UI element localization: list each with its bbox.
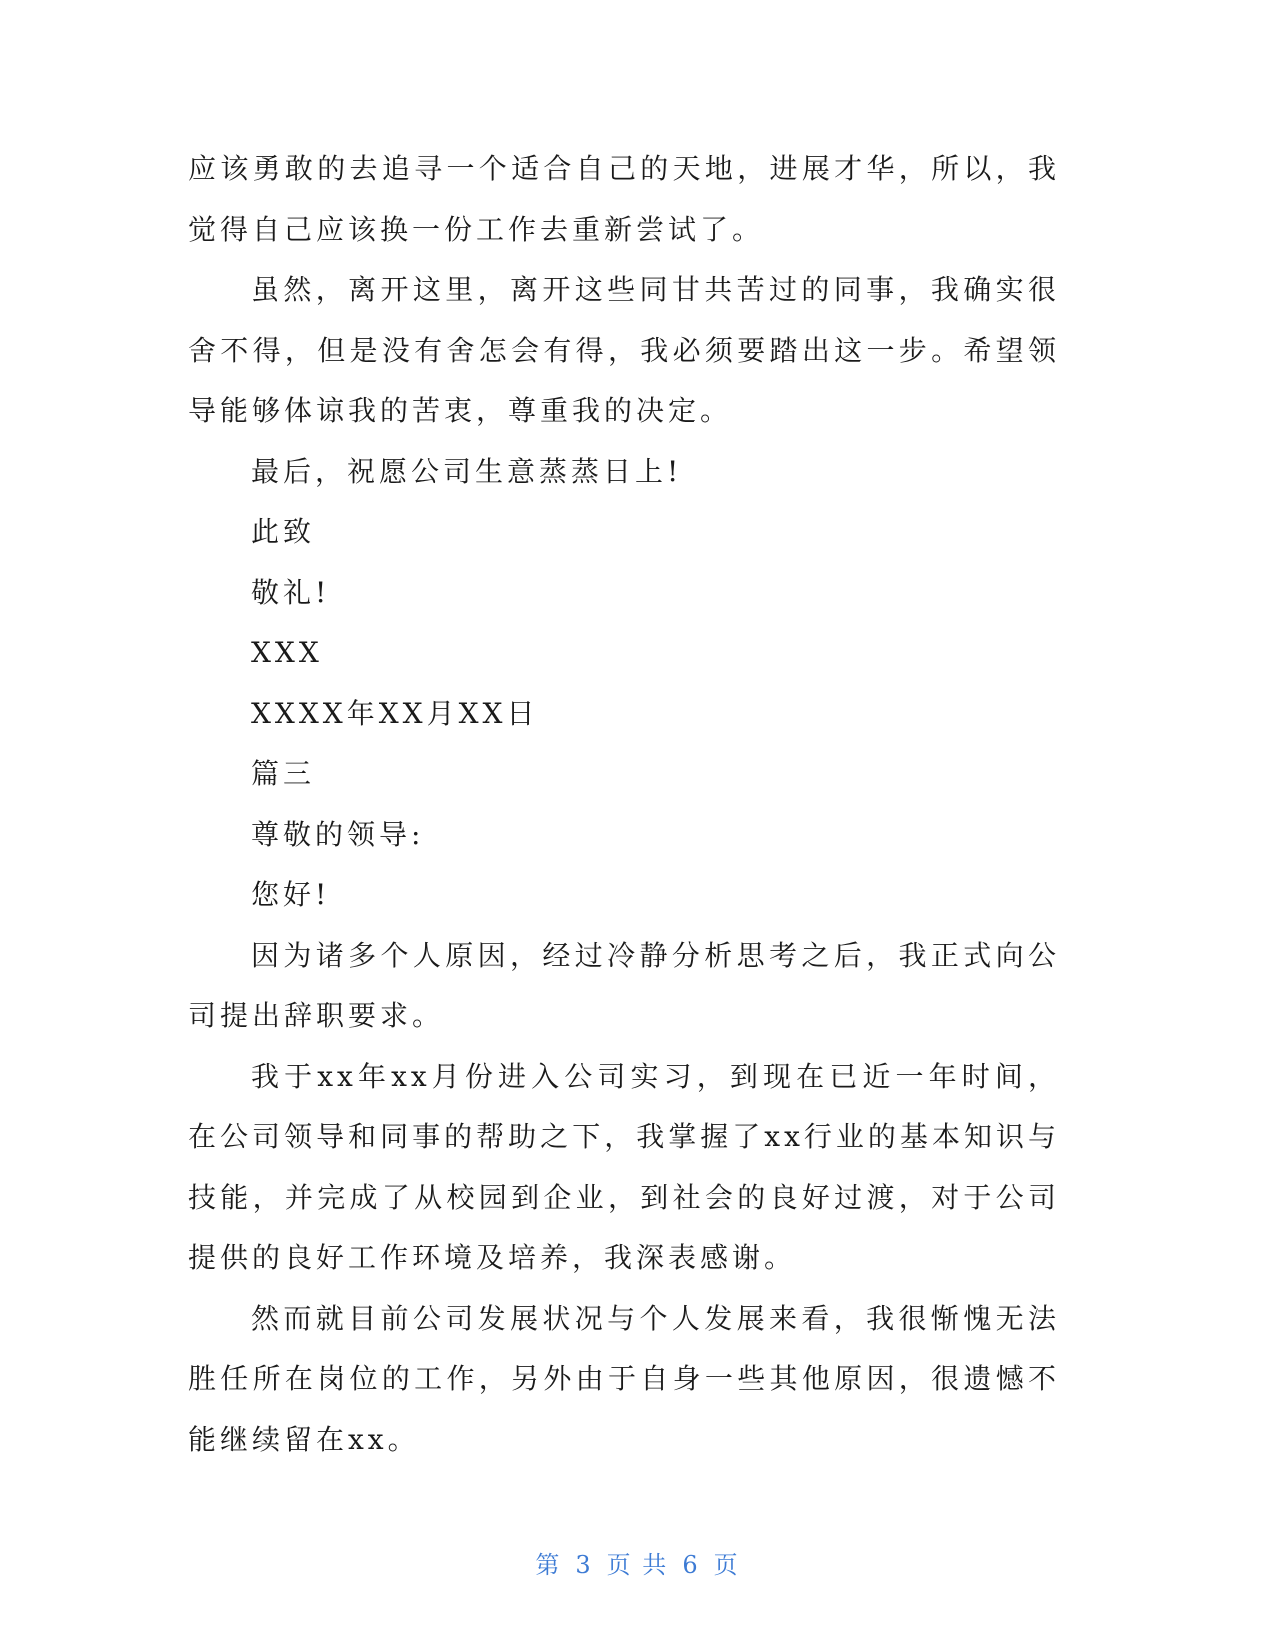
- footer-total-pages: 6: [682, 1551, 700, 1579]
- paragraph: 最后，祝愿公司生意蒸蒸日上!: [251, 454, 683, 488]
- closing-regards: 敬礼!: [251, 575, 331, 609]
- greeting: 尊敬的领导:: [251, 817, 425, 851]
- page-footer: [0, 1545, 1275, 1580]
- greeting-hello: 您好!: [251, 878, 331, 911]
- paragraph: 虽然，离开这里，离开这些同甘共苦过的同事，我确实很舍不得，但是没有舍怎会有得，我必须要踏出这一步。希望领导能够体谅我的苦衷，尊重我的决定。: [188, 273, 1060, 427]
- paragraph: 应该勇敢的去追寻一个适合自己的天地，进展才华，所以，我觉得自己应该换一份工作去重新尝试了。: [188, 152, 1060, 246]
- footer-middle: 页 共: [606, 1551, 669, 1579]
- footer-suffix: 页: [713, 1551, 740, 1579]
- closing-salutation: 此致: [251, 515, 316, 548]
- signature-name: XXX: [251, 636, 323, 669]
- document-body: [188, 139, 1060, 1470]
- paragraph: 然而就目前公司发展状况与个人发展来看，我很惭愧无法胜任所在岗位的工作，另外由于自身一些其他原因，很遗憾不能继续留在xx。: [188, 1301, 1060, 1456]
- paragraph: 因为诸多个人原因，经过冷静分析思考之后，我正式向公司提出辞职要求。: [188, 938, 1060, 1032]
- footer-prefix: 第: [535, 1551, 562, 1579]
- paragraph: 我于xx年xx月份进入公司实习，到现在已近一年时间，在公司领导和同事的帮助之下，我掌握了xx行业的基本知识与技能，并完成了从校园到企业，到社会的良好过渡，对于公司提供的良好工作环境及培养，我深表感谢。: [188, 1059, 1060, 1274]
- section-heading: 篇三: [251, 757, 316, 790]
- signature-date: XXXX年XX月XX日: [251, 696, 539, 730]
- footer-page-number: 3: [575, 1551, 593, 1579]
